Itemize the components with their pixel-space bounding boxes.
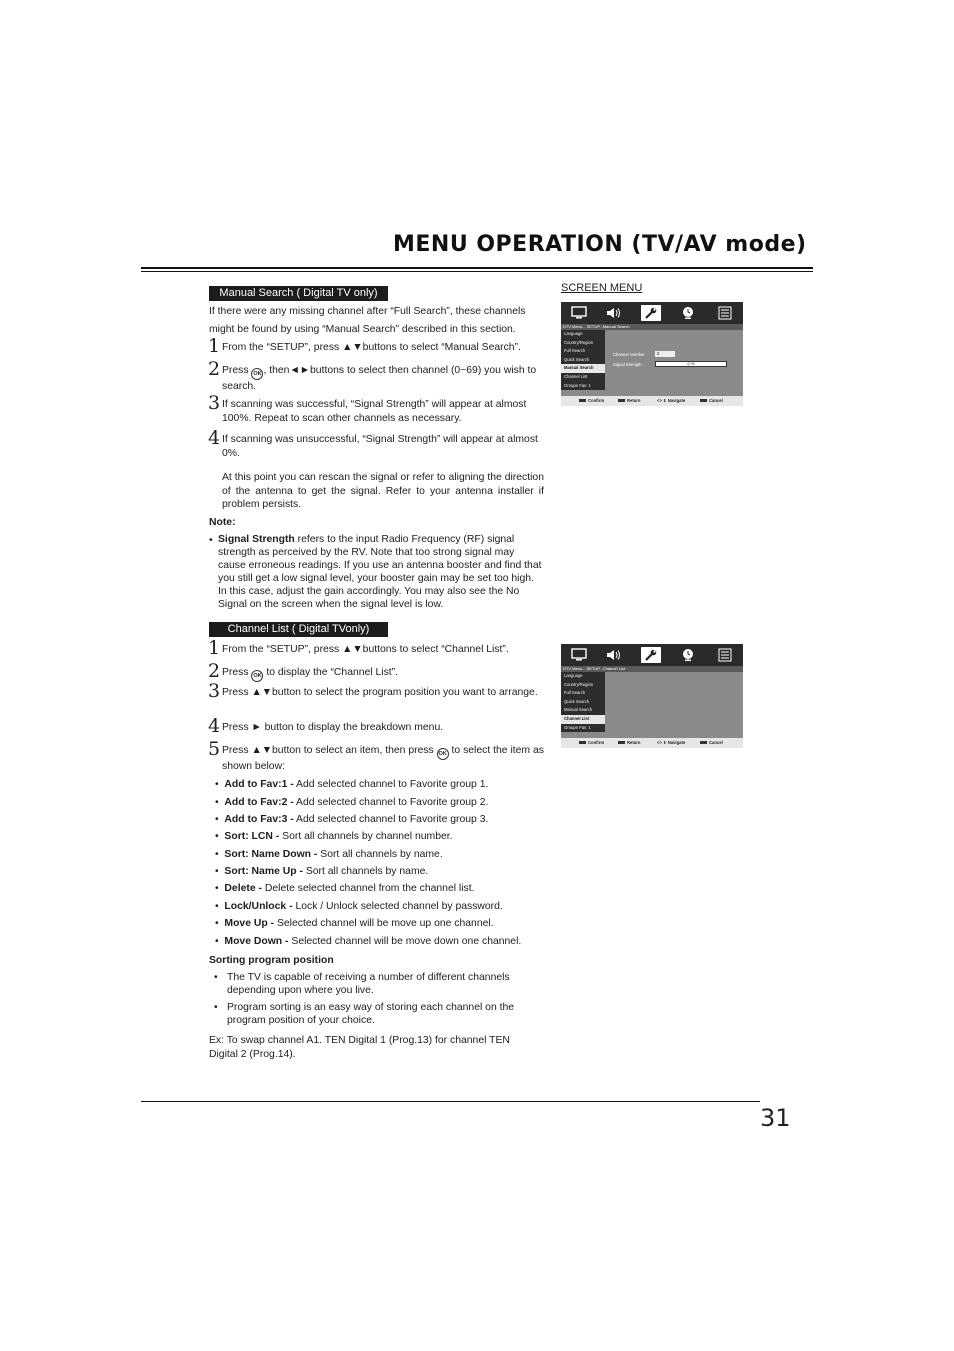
step-text: Press ▲▼button to select an item, then press OK to select the item as shown below: xyxy=(222,745,544,772)
step-number: 4 xyxy=(208,715,221,737)
footer-confirm: Confirm xyxy=(579,396,604,406)
list-item: • Sort: Name Down - Sort all channels by name. xyxy=(215,849,443,860)
step-text: Press OK , then◄►buttons to select then channel (0~69) you wish to search. xyxy=(222,365,537,392)
signal-strength-label: Signal Strength xyxy=(613,362,642,367)
step-number: 5 xyxy=(208,738,221,760)
footer-navigate: <> ⇕ Navigate xyxy=(657,398,686,403)
wrench-icon xyxy=(641,305,661,321)
breadcrumb: DTV Menu... SETUP...Channel List xyxy=(561,666,743,672)
speaker-icon xyxy=(603,647,623,663)
ok-key-icon xyxy=(579,741,586,744)
list-item: • Sort: LCN - Sort all channels by channel number. xyxy=(215,831,453,842)
step-number: 1 xyxy=(208,335,221,357)
header-rule xyxy=(141,267,813,269)
step-number: 2 xyxy=(208,660,221,682)
footer-return: Return xyxy=(618,738,641,748)
list-item: • Move Down - Selected channel will be move down one channel. xyxy=(215,936,522,947)
manual-search-heading: Manual Search ( Digital TV only) xyxy=(209,286,388,301)
menu-item-quick-search[interactable]: Quick Search xyxy=(564,356,590,362)
step-number: 1 xyxy=(208,637,221,659)
list-item: • The TV is capable of receiving a number of different channels depending upon where you live. xyxy=(214,972,510,996)
list-icon xyxy=(715,305,735,321)
menu-item-full-search[interactable]: Full Search xyxy=(564,348,586,354)
footer-cancel: Cancel xyxy=(700,396,723,406)
note-text: Signal Strength refers to the input Radio Frequency (RF) signal strength as perceived by the RV. Note that too strong signal may cause erroneous readings. If you use an antenna booster and find that you still get a low signal level, your booster gain may be set too high. In this case, adjust the gain accordingly. You may also see the No Signal on the screen when the signal level is low. xyxy=(218,534,542,610)
channel-list-heading: Channel List ( Digital TVonly) xyxy=(209,622,388,637)
step-text: If scanning was unsuccessful, “Signal Strength” will appear at almost 0%. xyxy=(222,434,538,459)
menu-item-quick-search[interactable]: Quick Search xyxy=(564,698,590,704)
exit-key-icon xyxy=(700,741,707,744)
screen-menu-label: SCREEN MENU xyxy=(561,282,643,294)
ok-key-icon xyxy=(579,399,586,402)
menu-item-language[interactable]: Language xyxy=(564,331,583,336)
list-item: • Sort: Name Up - Sort all channels by name. xyxy=(215,866,429,877)
footer-navigate: <> ⇕ Navigate xyxy=(657,740,686,745)
list-item: • Add to Fav:2 - Add selected channel to Favorite group 2. xyxy=(215,797,489,808)
wrench-icon xyxy=(641,647,661,663)
list-icon xyxy=(715,647,735,663)
sorting-heading: Sorting program position xyxy=(209,955,334,966)
step-number: 3 xyxy=(208,680,221,702)
list-item: • Lock/Unlock - Lock / Unlock selected channel by password. xyxy=(215,901,503,912)
manual-search-intro-line1: If there were any missing channel after “Full Search”, these channels xyxy=(209,306,526,317)
arrow-keys-icon: <> ⇕ xyxy=(657,398,668,403)
ok-button-icon: OK xyxy=(251,368,263,380)
step-number: 4 xyxy=(208,427,221,449)
menu-footer xyxy=(561,738,743,748)
list-item: • Move Up - Selected channel will be move up one channel. xyxy=(215,918,494,929)
menu-item-manual-search[interactable]: Manual Search xyxy=(561,364,605,373)
ok-button-icon: OK xyxy=(437,748,449,760)
menu-item-groupe-fav[interactable]: Groupe Fav: 1 xyxy=(564,382,591,388)
setup-menu-list xyxy=(561,672,605,732)
note-label: Note: xyxy=(209,517,236,528)
footer-rule xyxy=(141,1101,760,1102)
menu-key-icon xyxy=(618,741,625,744)
menu-item-country-region[interactable]: Country/Region xyxy=(564,339,594,345)
step-number: 3 xyxy=(208,392,221,414)
step-text: Press OK to display the “Channel List”. xyxy=(222,666,544,682)
note-bullet: • xyxy=(209,535,213,546)
breadcrumb: DTV Menu... SETUP...Manual Search xyxy=(561,324,743,330)
menu-footer xyxy=(561,396,743,406)
footer-confirm: Confirm xyxy=(579,738,604,748)
step-text: Press ▲▼button to select the program position you want to arrange. xyxy=(222,687,538,698)
tv-screen-manual-search xyxy=(561,302,743,406)
list-item: • Delete - Delete selected channel from the channel list. xyxy=(215,883,475,894)
signal-strength-value: 0 % xyxy=(687,361,695,366)
clock-icon xyxy=(678,305,698,321)
step-text: From the “SETUP”, press ▲▼buttons to select “Channel List”. xyxy=(222,644,509,655)
exit-key-icon xyxy=(700,399,707,402)
menu-item-full-search[interactable]: Full Search xyxy=(564,690,586,696)
step-text: From the “SETUP”, press ▲▼buttons to select “Manual Search”. xyxy=(222,342,521,353)
ok-button-icon: OK xyxy=(251,670,263,682)
footer-return: Return xyxy=(618,396,641,406)
step-text: Press ► button to display the breakdown menu. xyxy=(222,722,444,733)
tv-screen-channel-list xyxy=(561,644,743,748)
clock-icon xyxy=(678,647,698,663)
menu-item-country-region[interactable]: Country/Region xyxy=(564,681,594,687)
menu-item-manual-search[interactable]: Manual Search xyxy=(564,707,593,713)
list-item: • Add to Fav:3 - Add selected channel to Favorite group 3. xyxy=(215,814,489,825)
menu-item-groupe-fav[interactable]: Groupe Fav: 1 xyxy=(564,724,591,730)
menu-icon-bar xyxy=(561,644,743,666)
channel-number-value: 0 xyxy=(657,351,660,356)
menu-item-channel-list[interactable]: Channel List xyxy=(564,373,588,379)
tv-icon xyxy=(569,647,589,663)
rescan-paragraph: At this point you can rescan the signal or refer to aligning the direction of the antenna to get the signal. Refer to your antenna installer if problem persists. xyxy=(222,472,544,510)
step-number: 2 xyxy=(208,358,221,380)
setup-menu-list xyxy=(561,330,605,390)
signal-strength-bar xyxy=(655,361,727,367)
arrow-keys-icon: <> ⇕ xyxy=(657,740,668,745)
speaker-icon xyxy=(603,305,623,321)
menu-icon-bar xyxy=(561,302,743,324)
footer-cancel: Cancel xyxy=(700,738,723,748)
channel-number-label: Channel Number xyxy=(613,352,645,357)
channel-number-field[interactable] xyxy=(655,351,675,357)
page-title: MENU OPERATION (TV/AV mode) xyxy=(393,232,807,257)
step-text: If scanning was successful, “Signal Strength” will appear at almost 100%. Repeat to scan other channels as necessary. xyxy=(222,399,527,424)
example-text: Ex: To swap channel A1. TEN Digital 1 (Prog.13) for channel TEN Digital 2 (Prog.14). xyxy=(209,1035,510,1060)
manual-search-intro-line2: might be found by using “Manual Search” described in this section. xyxy=(209,324,516,335)
menu-item-channel-list[interactable]: Channel List xyxy=(561,715,605,724)
header-rule-thin xyxy=(141,271,813,272)
menu-key-icon xyxy=(618,399,625,402)
tv-icon xyxy=(569,305,589,321)
list-item: • Program sorting is an easy way of storing each channel on the program position of your choice. xyxy=(214,1002,515,1026)
page-number: 31 xyxy=(760,1104,791,1132)
list-item: • Add to Fav:1 - Add selected channel to Favorite group 1. xyxy=(215,779,489,790)
menu-item-language[interactable]: Language xyxy=(564,673,583,678)
